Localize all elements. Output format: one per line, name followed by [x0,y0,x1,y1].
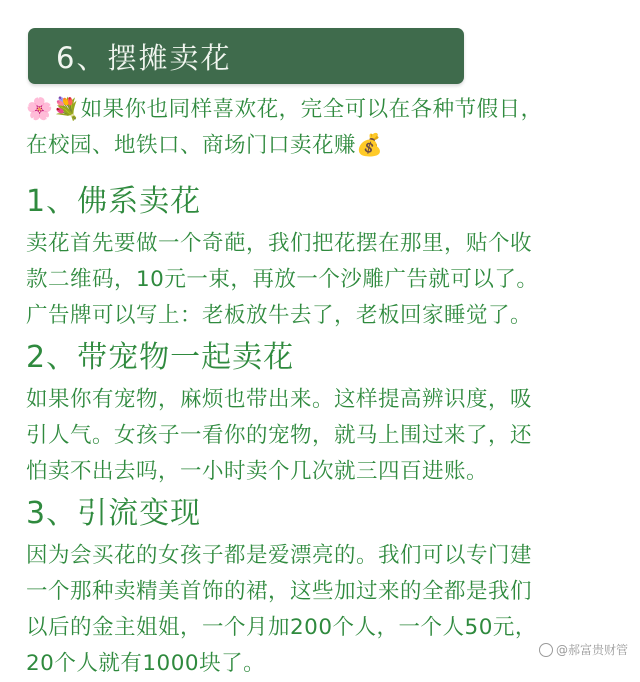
section-1-line-3: 广告牌可以写上：老板放牛去了，老板回家睡觉了。 [26,303,533,328]
watermark [539,641,628,658]
section-3-line-2: 一个那种卖精美首饰的裙，这些加过来的全都是我们 [26,579,533,604]
section-2-line-3: 怕卖不出去吗，一小时卖个几次就三四百进账。 [26,459,489,484]
intro-text-2: 在校园、地铁口、商场门口卖花赚 [26,133,357,158]
money-bag-icon: 💰 [356,133,384,158]
section-2-line-1: 如果你有宠物，麻烦也带出来。这样提高辨识度，吸 [26,387,533,412]
page-title: 6、摆摊卖花 [56,40,232,75]
section-1-line-2: 款二维码，10元一束，再放一个沙雕广告就可以了。 [26,267,539,292]
spacer [26,164,626,178]
watermark-logo-icon [539,643,553,657]
intro-line-1 [26,92,626,128]
section-2-line-2: 引人气。女孩子一看你的宠物，就马上围过来了，还 [26,423,533,448]
title-banner [28,28,464,84]
intro-line-2 [26,128,626,164]
section-1-line-1: 卖花首先要做一个奇葩，我们把花摆在那里，贴个收 [26,231,533,256]
section-heading-1: 1、佛系卖花 [26,184,202,219]
section-heading-2: 2、带宠物一起卖花 [26,340,295,375]
bouquet-icon: 💐 [53,97,81,122]
section-heading-3: 3、引流变现 [26,496,202,531]
article-body [26,92,626,682]
cherry-blossom-icon: 🌸 [26,97,54,122]
section-3-line-4: 20个人就有1000块了。 [26,651,266,676]
section-3-line-3: 以后的金主姐姐，一个月加200个人，一个人50元， [26,615,537,640]
intro-text-1: 如果你也同样喜欢花，完全可以在各种节假日， [80,97,543,122]
watermark-text: @郝富贵财管 [555,643,628,657]
section-3-line-1: 因为会买花的女孩子都是爱漂亮的。我们可以专门建 [26,543,533,568]
